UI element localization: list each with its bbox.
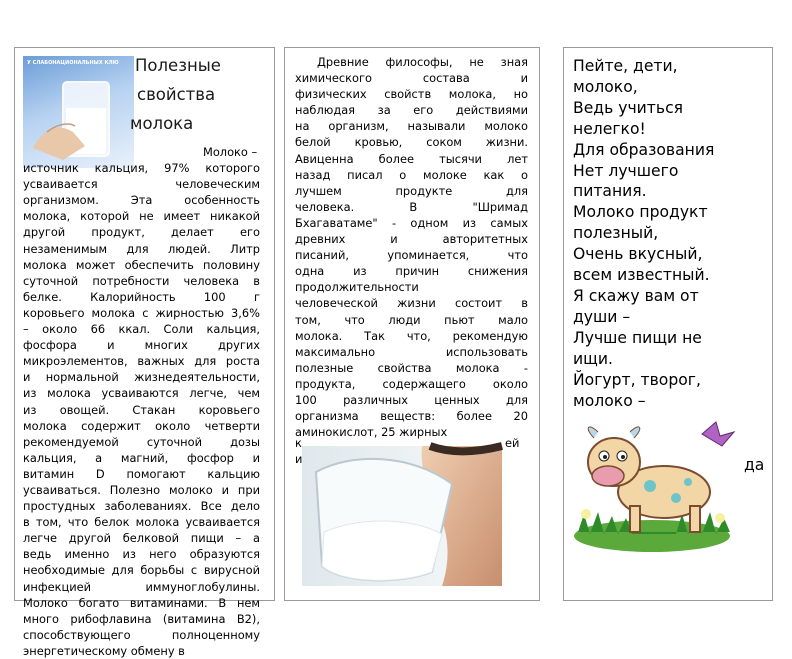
paragraph-line: химического состава и [295, 71, 528, 86]
paragraph-line: максимально использовать [295, 344, 528, 359]
paragraph-line: на организм, называли молоко [295, 119, 528, 134]
paragraph-line: молока содержит около четверти [23, 418, 260, 433]
history-paragraph [295, 54, 528, 440]
paragraph-line: том, что люди пьют мало [295, 312, 528, 327]
paragraph-line: продукта, содержащего около [295, 376, 528, 391]
paragraph-line: молока, которой не имеет никакой [23, 209, 260, 224]
paragraph-line: способствующего полноценному [23, 627, 260, 642]
paragraph-line: лучшем продукте для [295, 183, 528, 198]
paragraph-line: физических свойств молока, но [295, 87, 528, 102]
fragment-right: ей [505, 436, 520, 450]
paragraph-line: усваиваться. Полезно молоко и при [23, 482, 260, 497]
cartoon-cow-illustration [564, 414, 740, 555]
paragraph-line: аминокислот, 25 жирных [295, 425, 448, 440]
paragraph-line: необходимые для борьбы с вирусной [23, 563, 260, 578]
poem-line: Я скажу вам от [573, 286, 699, 305]
paragraph-line: кальция, а магний, фосфор и [23, 450, 260, 465]
paragraph-line: много рибофлавина (витамина В2), [23, 611, 260, 626]
poem-line: Очень вкусный, [573, 245, 703, 264]
paragraph-line: суточной потребности человека в [23, 273, 260, 288]
poem [573, 56, 768, 411]
paragraph-line: наблюдая за его действиями [295, 103, 528, 118]
child-drinking-milk-photo [302, 446, 502, 586]
fragment-left-2: и [295, 452, 303, 466]
paragraph-line: белой кровью, соком жизни. [295, 135, 528, 150]
paragraph-line: человеческой жизни состоит в [295, 296, 528, 311]
poem-line: души – [573, 307, 631, 326]
paragraph-line: Авиценна более тысячи лет [295, 151, 528, 166]
paragraph-line: усваивается человеческим [23, 177, 260, 192]
paragraph-line: простудных заболеваниях. Все дело [23, 499, 260, 514]
poem-line: Ведь учиться [573, 98, 684, 117]
poem-line: молоко – [573, 391, 646, 410]
child-drinking-photo-art [302, 446, 502, 586]
milk-benefits-paragraph [23, 144, 260, 659]
cow-art [564, 414, 740, 555]
poem-line: Йогурт, творог, [573, 370, 701, 389]
paragraph-line: – около 66 ккал. Соли кальция, [23, 322, 260, 337]
paragraph-line: легче другой белковой пищи – а [23, 531, 260, 546]
title-line-1: Полезные [135, 56, 221, 75]
poem-line: полезный, [573, 224, 659, 243]
title-line-3: молока [130, 114, 194, 133]
paragraph-line: назад писал о молоке как о [295, 167, 528, 182]
poem-fragment: да [744, 456, 765, 474]
paragraph-line: витамин D помогают кальцию [23, 466, 260, 481]
paragraph-line: 100 различных ценных для [295, 392, 528, 407]
poem-line: нелегко! [573, 119, 646, 138]
paragraph-line: продолжительности [295, 280, 419, 295]
paragraph-line: ведь именно из него образуются [23, 547, 260, 562]
paragraph-line: Молоко – [203, 145, 258, 159]
paragraph-line: рекомендуемой суточной дозы [23, 434, 260, 449]
paragraph-line: фосфора и многих других [23, 338, 260, 353]
paragraph-line: человека. В "Шримад [295, 199, 528, 214]
paragraph-line: молока. Так что, рекомендую [295, 328, 528, 343]
cover-header: У СЛАБОНАЦИОНАЛЬНЫХ КЛЮ [27, 60, 119, 66]
poem-line: Молоко продукт [573, 203, 708, 222]
paragraph-line: источник кальция, 97% которого [23, 161, 260, 176]
middle-panel [284, 47, 540, 601]
paragraph-line: из молока усваиваются легче, чем [23, 386, 260, 401]
left-panel [14, 47, 275, 658]
paragraph-line: микроэлементов, важных для роста [23, 354, 260, 369]
paragraph-line: и нормальной жизнедеятельности, [23, 370, 260, 385]
poem-line: Пейте, дети, [573, 57, 678, 75]
paragraph-line: Молоко богато витаминами. В нем [23, 595, 260, 610]
paragraph-line: другой продукт, делает его [23, 225, 260, 240]
paragraph-line: древних и авторитетных [295, 232, 528, 247]
poem-line: Для образования [573, 140, 715, 159]
paragraph-line: незаменимым для людей. Литр [23, 241, 260, 256]
paragraph-line: инфекцией иммуноглобулины. [23, 579, 260, 594]
paragraph-line: Бхагаватаме" - одном из самых [295, 215, 528, 230]
right-panel [563, 47, 773, 601]
poem-line: всем известный. [573, 266, 710, 285]
paragraph-line: в том, что белок молока усваивается [23, 515, 260, 530]
title-line-2: свойства [137, 85, 216, 104]
paragraph-line: Древние философы, не зная [317, 55, 528, 69]
poem-line: питания. [573, 182, 647, 201]
paragraph-line: полезные свойства молока - [295, 360, 528, 375]
fragment-left: к [295, 436, 302, 450]
paragraph-line: коровьего молока с жирностью 3,6% [23, 305, 260, 320]
paragraph-line: молока может обеспечить половину [23, 257, 260, 272]
paragraph-line: белке. Калорийность 100 г [23, 289, 260, 304]
poem-line: ищи. [573, 349, 613, 368]
paragraph-line: писаний, упоминается, что [295, 248, 528, 263]
paragraph-line: энергетическому обмену в [23, 643, 185, 658]
paragraph-line: из овощей. Стакан коровьего [23, 402, 260, 417]
poem-line: Лучше пищи не [573, 328, 702, 347]
paragraph-line: одна из причин снижения [295, 264, 528, 279]
paragraph-line: организма веществ: более 20 [295, 409, 528, 424]
poem-line: Нет лучшего [573, 161, 679, 180]
poem-line: молоко, [573, 77, 638, 96]
paragraph-line: организмом. Эта особенность [23, 193, 260, 208]
